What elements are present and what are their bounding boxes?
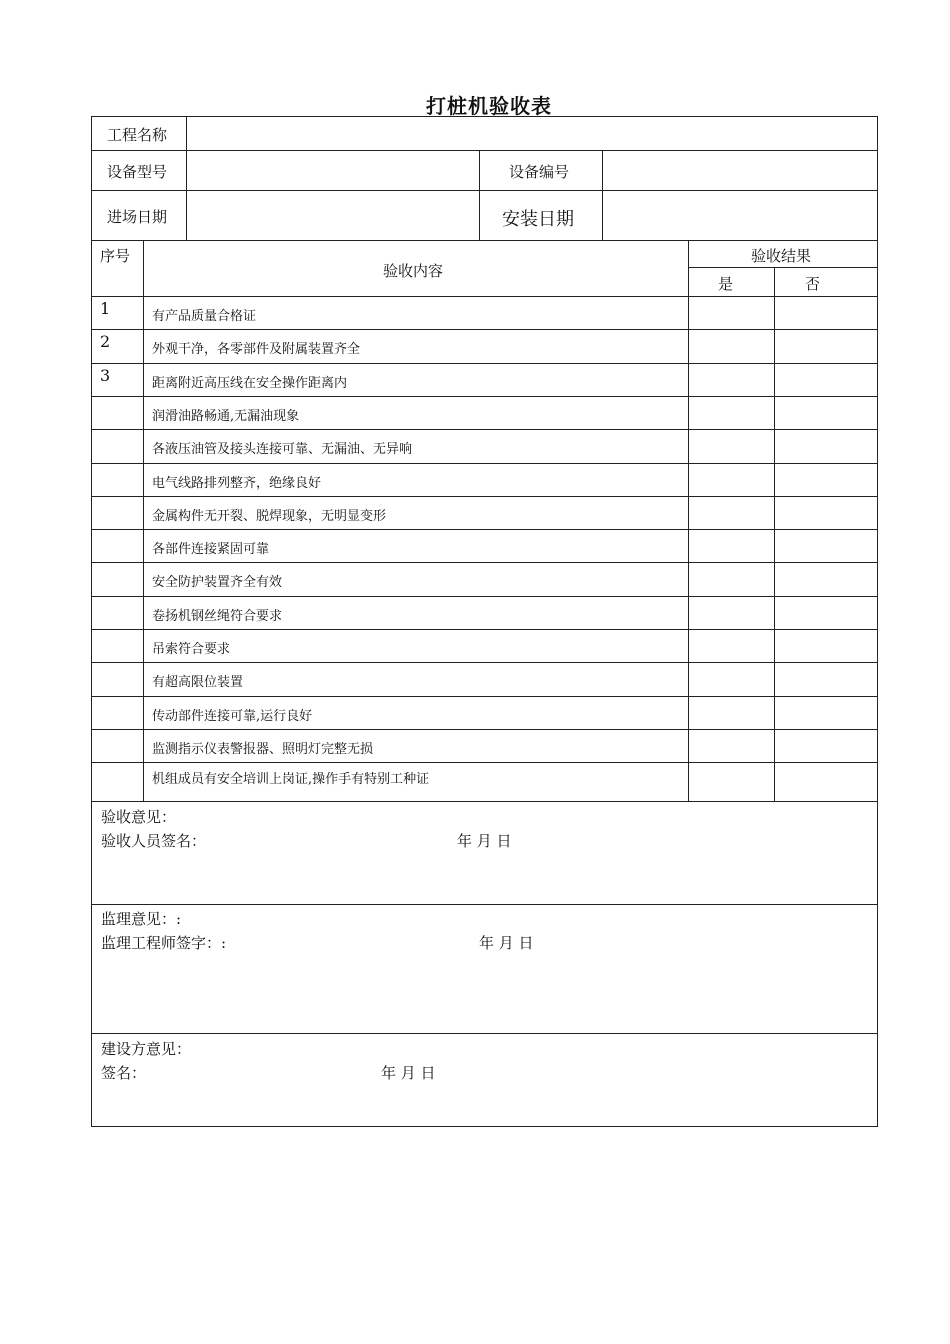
result-yes-checkbox[interactable] <box>689 630 774 661</box>
col-result-header: 验收结果 <box>751 247 812 265</box>
page-title: 打桩机验收表 <box>426 94 552 118</box>
row-content: 监测指示仪表警报器、照明灯完整无损 <box>152 741 374 757</box>
result-no-checkbox[interactable] <box>775 497 877 528</box>
col-seq-header: 序号 <box>100 247 131 265</box>
row-content: 安全防护装置齐全有效 <box>152 575 283 591</box>
result-no-checkbox[interactable] <box>775 597 877 628</box>
row-content: 润滑油路畅通,无漏油现象 <box>152 408 300 424</box>
equipment-model-label: 设备型号 <box>107 163 168 181</box>
row-content: 有超高限位装置 <box>152 675 244 691</box>
project-name-field[interactable] <box>196 124 866 146</box>
divider <box>91 1033 878 1034</box>
install-date-field[interactable] <box>612 206 867 228</box>
divider <box>688 267 878 268</box>
equipment-number-label: 设备编号 <box>509 163 570 181</box>
result-no-checkbox[interactable] <box>775 330 877 361</box>
col-no-header: 否 <box>805 275 821 293</box>
divider <box>143 240 144 801</box>
result-yes-checkbox[interactable] <box>689 697 774 728</box>
result-yes-checkbox[interactable] <box>689 597 774 628</box>
result-no-checkbox[interactable] <box>775 563 877 594</box>
supervision-date: 年 月 日 <box>479 934 534 952</box>
row-divider <box>91 801 878 802</box>
result-no-checkbox[interactable] <box>775 430 877 461</box>
divider <box>91 904 878 905</box>
row-content: 各液压油管及接头连接可靠、无漏油、无异响 <box>152 442 413 458</box>
row-content: 各部件连接紧固可靠 <box>152 542 270 558</box>
result-yes-checkbox[interactable] <box>689 497 774 528</box>
entry-date-label: 进场日期 <box>107 208 168 226</box>
row-seq: 2 <box>100 332 111 352</box>
divider <box>602 150 603 240</box>
owner-date: 年 月 日 <box>381 1064 436 1082</box>
owner-opinion-label: 建设方意见： <box>101 1040 192 1058</box>
divider <box>479 150 480 240</box>
row-content: 机组成员有安全培训上岗证,操作手有特别工种证 <box>152 772 430 788</box>
owner-signature-label: 签名： <box>101 1064 147 1082</box>
row-content: 传动部件连接可靠,运行良好 <box>152 708 313 724</box>
result-no-checkbox[interactable] <box>775 630 877 661</box>
row-content: 吊索符合要求 <box>152 642 231 657</box>
divider <box>91 240 878 241</box>
row-seq: 3 <box>100 365 111 385</box>
equipment-number-field[interactable] <box>612 161 867 183</box>
equipment-model-field[interactable] <box>196 161 471 183</box>
supervision-signature-label: 监理工程师签字：: <box>101 934 227 952</box>
project-name-label: 工程名称 <box>107 126 168 144</box>
row-seq: 1 <box>100 299 111 318</box>
supervision-opinion-label: 监理意见：: <box>101 910 182 928</box>
result-yes-checkbox[interactable] <box>689 297 774 328</box>
divider <box>91 150 878 151</box>
row-content: 有产品质量合格证 <box>152 309 257 324</box>
acceptance-date: 年 月 日 <box>457 832 512 850</box>
result-no-checkbox[interactable] <box>775 663 877 694</box>
result-yes-checkbox[interactable] <box>689 364 774 395</box>
result-no-checkbox[interactable] <box>775 364 877 395</box>
result-no-checkbox[interactable] <box>775 730 877 761</box>
row-content: 电气线路排列整齐，绝缘良好 <box>152 475 322 491</box>
result-no-checkbox[interactable] <box>775 530 877 561</box>
col-content-header: 验收内容 <box>383 262 444 280</box>
result-yes-checkbox[interactable] <box>689 530 774 561</box>
result-no-checkbox[interactable] <box>775 697 877 728</box>
row-content: 距离附近高压线在安全操作距离内 <box>152 375 348 391</box>
result-yes-checkbox[interactable] <box>689 430 774 461</box>
result-no-checkbox[interactable] <box>775 397 877 428</box>
result-yes-checkbox[interactable] <box>689 663 774 694</box>
row-content: 外观干净，各零部件及附属装置齐全 <box>152 342 361 358</box>
row-content: 金属构件无开裂、脱焊现象，无明显变形 <box>152 508 387 524</box>
install-date-label: 安装日期 <box>502 209 574 230</box>
col-yes-header: 是 <box>718 275 734 293</box>
result-no-checkbox[interactable] <box>775 464 877 495</box>
result-yes-checkbox[interactable] <box>689 464 774 495</box>
result-yes-checkbox[interactable] <box>689 397 774 428</box>
result-no-checkbox[interactable] <box>775 297 877 328</box>
divider <box>186 116 187 240</box>
entry-date-field[interactable] <box>196 206 471 228</box>
divider <box>91 190 878 191</box>
result-yes-checkbox[interactable] <box>689 763 774 800</box>
acceptance-opinion-label: 验收意见： <box>101 808 177 826</box>
result-yes-checkbox[interactable] <box>689 330 774 361</box>
result-yes-checkbox[interactable] <box>689 730 774 761</box>
result-yes-checkbox[interactable] <box>689 563 774 594</box>
row-content: 卷扬机钢丝绳符合要求 <box>152 608 283 624</box>
acceptance-signature-label: 验收人员签名： <box>101 832 207 850</box>
result-no-checkbox[interactable] <box>775 763 877 800</box>
